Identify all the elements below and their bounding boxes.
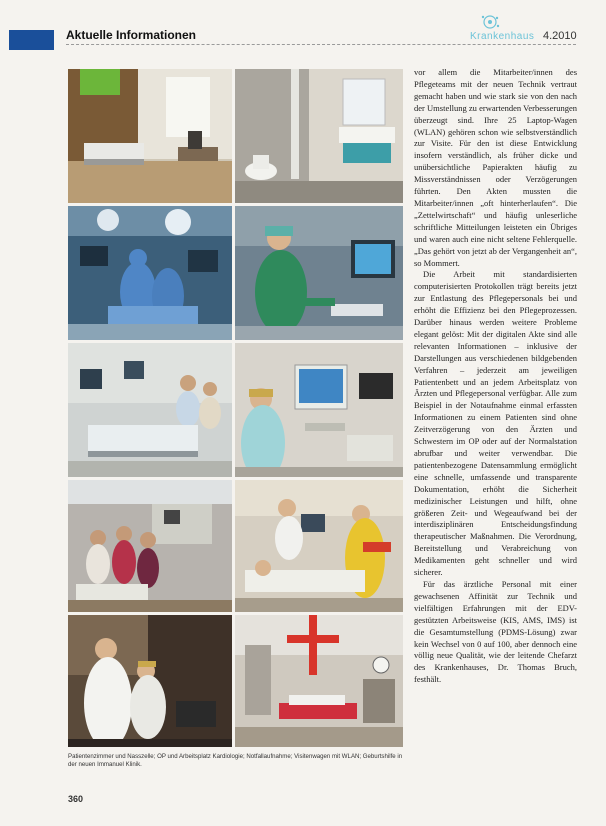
doctor-nurse-photo-icon [68,615,232,747]
patient-room-photo-icon [68,69,232,203]
photo-doctor-nurse [68,615,232,747]
photo-grid [68,69,403,747]
article-column [414,67,577,686]
emergency-admission-photo-icon [235,480,403,612]
page-header [0,0,606,60]
krankenhaus-logo-icon [478,13,502,31]
article-paragraph: Für das ärztliche Personal mit einer gewachsenen Affinität zur Technik und vielfältigen Erfahrungen mit der EDV-gestützten Arbeitsweise (KIS, AMS, IMS) ist die Gesamtumstellung (PDMS-Lösung) zwar kein Wechsel von 0 auf 100, aber dennoch eine völlig neue Qualität, wie der leitende Chefarzt des Krankenhauses, Dr. Thomas Bruch, festhält. [414,578,577,685]
article-paragraph: vor allem die Mitarbeiter/innen des Pflegeteams mit der neuen Technik vertraut gemacht haben und wie stark sie von den nach der Umstellung zu erwartenden Verbesserungen überzeugt sind. Ihre 25 Laptop-Wagen (WLAN) gehören schon wie selbstverständlich zur Visite. Für den ist diese Entwicklung insofern verständlich, als früher dicke und unübersichtliche Papierakten häufig zu Missverständnissen oder Verzögerungen führten. Den Akten mussten die Mitarbeiter/innen „oft hinterherlaufen“. Die „Zettelwirtschaft“ und häufig unleserliche schriftliche Mitteilungen leisteten ein Übriges und waren auch eine nicht seltene Fehlerquelle. „Das gehört von jetzt ab der Vergangenheit an“, so Mommert. [414,67,577,268]
photo-bathroom [235,69,403,203]
issue-number: 4.2010 [543,30,577,42]
bathroom-photo-icon [235,69,403,203]
photo-surgeon-laptop [235,206,403,340]
emergency-bay-photo-icon [235,615,403,747]
photo-ward-team [68,480,232,612]
photo-patient-room [68,69,232,203]
section-title: Aktuelle Informationen [66,28,197,42]
header-rule [66,44,576,45]
section-color-bar [9,30,54,50]
page-number: 360 [68,794,84,804]
photo-intensive-care [68,343,232,477]
photo-nurse-monitor [235,343,403,477]
photo-operating-room [68,206,232,340]
article-paragraph: Die Arbeit mit standardisierten computerisierten Protokollen trägt bereits jetzt zur Entlastung des Pflegepersonals bei und erhöht die Effizienz bei den Pflegeprozessen. Darüber hinaus werden weitere Probleme elegant gelöst: Mit der digitalen Akte sind alle relevanten Informationen – inklusive der Darstellungen aus verschiedenen bildgebenden Verfahren – jederzeit am jeweiligen Patientenbett und an jedem Arbeitsplatz von Ärzten und Pflegepersonal verfügbar. Alle zum Beispiel in der Notaufnahme einmal erfassten Informationen zu einem Patienten sind ohne Zeitverzögerung von den Ärzten und Schwestern im OP oder auf der Normalstation abrufbar und weiter verwendbar. Die patientenbezogene Datensammlung ermöglicht eine schnelle, umfassende und transparente Dokumentation, erhöht die Sicherheit medizinischer Leistungen und hilft, ohne größeren Zeit- und Wegeaufwand bei der interdisziplinären Entscheidungsfindung therapeutischer Maßnahmen. Die Verordnung, Bereitstellung und Verabreichung von Medikamenten geht schneller und wird sicherer. [414,269,577,578]
ward-team-photo-icon [68,480,232,612]
photo-caption: Patientenzimmer und Nasszelle; OP und Arbeitsplatz Kardiologie; Notfallaufnahme; Visitenwagen mit WLAN; Geburtshilfe in der neuen Immanuel Klinik. [68,753,403,769]
operating-room-photo-icon [68,206,232,340]
nurse-monitor-photo-icon [235,343,403,477]
intensive-care-photo-icon [68,343,232,477]
magazine-logo: Krankenhaus [470,31,535,42]
photo-emergency-bay [235,615,403,747]
surgeon-terminal-photo-icon [235,206,403,340]
photo-emergency-admission [235,480,403,612]
